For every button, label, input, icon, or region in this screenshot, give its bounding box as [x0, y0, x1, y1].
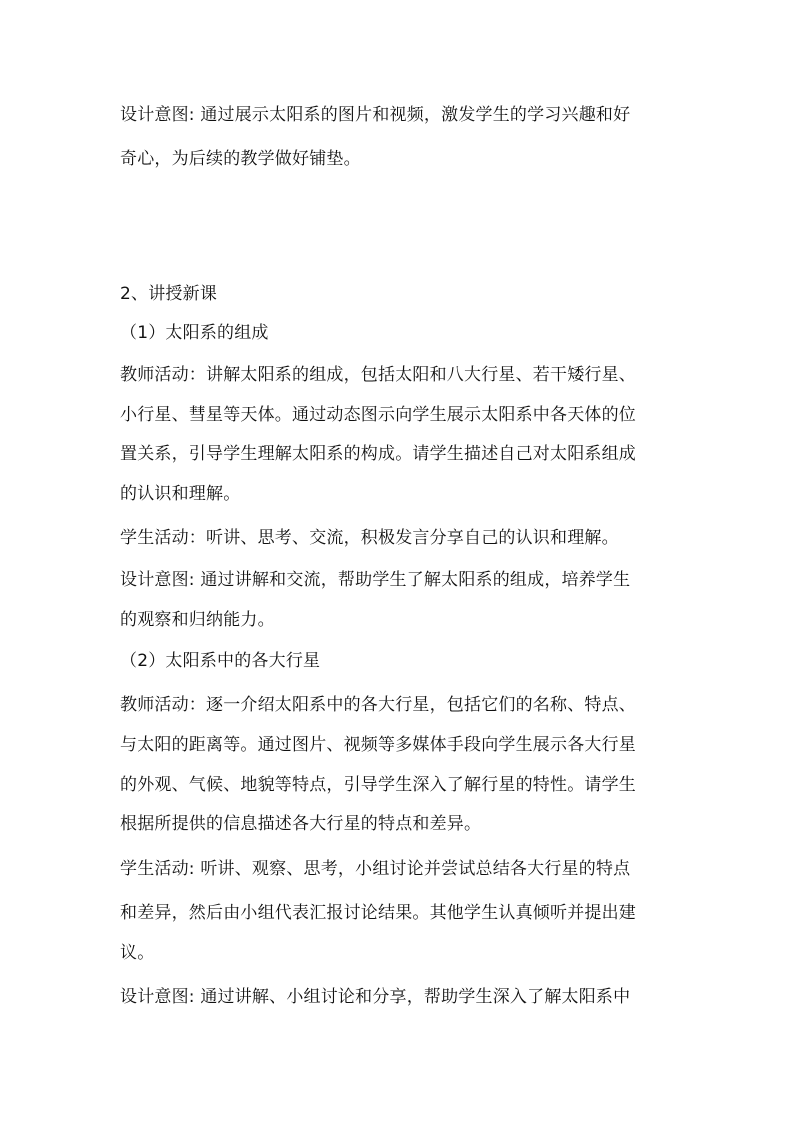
- student-activity-2-line-1: 学生活动: 听讲、观察、思考，小组讨论并尝试总结各大行星的特点: [120, 859, 631, 879]
- teacher-activity-1-line-2: 小行星、彗星等天体。通过动态图示向学生展示太阳系中各天体的位: [120, 405, 636, 425]
- design-intent-intro-line-2: 奇心，为后续的教学做好铺垫。: [120, 149, 361, 169]
- teacher-activity-1-line-3: 置关系，引导学生理解太阳系的构成。请学生描述自己对太阳系组成: [120, 444, 636, 464]
- teacher-activity-2-line-4: 根据所提供的信息描述各大行星的特点和差异。: [120, 814, 482, 834]
- teacher-activity-2-line-3: 的外观、气候、地貌等特点，引导学生深入了解行星的特性。请学生: [120, 775, 636, 795]
- design-intent-2-line-1: 设计意图: 通过讲解、小组讨论和分享，帮助学生深入了解太阳系中: [120, 987, 631, 1007]
- student-activity-2-line-3: 议。: [120, 943, 155, 963]
- teacher-activity-1-line-1: 教师活动：讲解太阳系的组成，包括太阳和八大行星、若干矮行星、: [120, 365, 636, 385]
- student-activity-1-line-1: 学生活动：听讲、思考、交流，积极发言分享自己的认识和理解。: [120, 528, 619, 548]
- subsection-heading-composition: （1）太阳系的组成: [120, 323, 269, 343]
- teacher-activity-1-line-4: 的认识和理解。: [120, 484, 241, 504]
- teacher-activity-2-line-1: 教师活动：逐一介绍太阳系中的各大行星，包括它们的名称、特点、: [120, 695, 636, 715]
- subsection-heading-planets: （2）太阳系中的各大行星: [120, 651, 321, 671]
- design-intent-intro-line-1: 设计意图: 通过展示太阳系的图片和视频，激发学生的学习兴趣和好: [120, 105, 631, 125]
- student-activity-2-line-2: 和差异，然后由小组代表汇报讨论结果。其他学生认真倾听并提出建: [120, 903, 636, 923]
- teacher-activity-2-line-2: 与太阳的距离等。通过图片、视频等多媒体手段向学生展示各大行星: [120, 735, 636, 755]
- design-intent-1-line-1: 设计意图: 通过讲解和交流，帮助学生了解太阳系的组成，培养学生: [120, 570, 631, 590]
- section-heading-new-lesson: 2、讲授新课: [120, 284, 218, 304]
- design-intent-1-line-2: 的观察和归纳能力。: [120, 610, 275, 630]
